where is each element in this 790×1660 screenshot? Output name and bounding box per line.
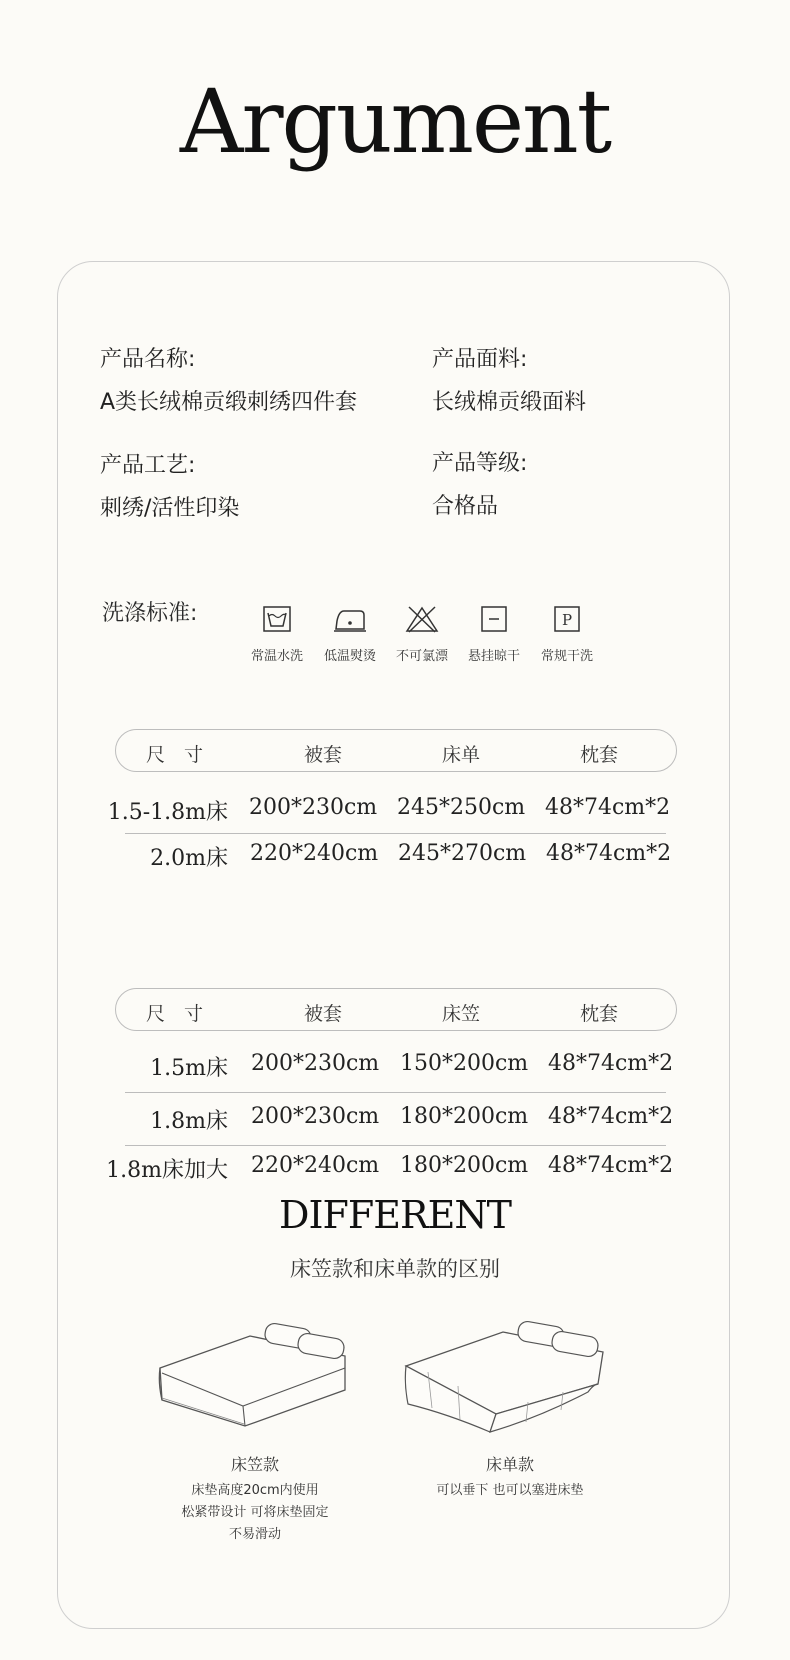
size-cell: 1.8m床 <box>150 1109 228 1134</box>
product-name-value: A类长绒棉贡缎刺绣四件套 <box>100 390 358 415</box>
pillowcase-cell: 48*74cm*2 <box>548 1104 674 1129</box>
care-caption: 常温水洗 <box>250 649 303 664</box>
care-item-hang-dry <box>454 605 534 664</box>
dry-clean-icon <box>552 605 582 633</box>
sheet-cell: 245*270cm <box>398 841 527 866</box>
table-row <box>0 1051 790 1081</box>
page-title: Argument <box>179 70 611 173</box>
different-subtitle: 床笠款和床单款的区别 <box>290 1257 500 1281</box>
pillowcase-cell: 48*74cm*2 <box>548 1153 674 1178</box>
duvet-cell: 200*230cm <box>251 1051 380 1076</box>
table-row <box>0 1153 790 1183</box>
iron-icon <box>333 605 367 633</box>
row-divider <box>125 1145 666 1146</box>
col-header-pillowcase: 枕套 <box>580 744 619 766</box>
product-name-block <box>100 342 357 416</box>
fitted-notes <box>135 1480 375 1546</box>
sheet-cell: 245*250cm <box>397 795 526 820</box>
duvet-cell: 200*230cm <box>249 795 378 820</box>
col-header-sheet: 床单 <box>442 744 481 766</box>
care-caption: 悬挂晾干 <box>467 649 520 664</box>
table-row <box>0 795 790 825</box>
fitted-caption: 床笠款 <box>230 1455 279 1474</box>
row-divider <box>125 833 666 834</box>
product-grade-value: 合格品 <box>432 494 499 519</box>
duvet-cell: 220*240cm <box>250 841 379 866</box>
wash-basin-icon <box>262 605 292 633</box>
table-row <box>0 1104 790 1134</box>
product-name-label: 产品名称: <box>100 347 196 372</box>
product-craft-value: 刺绣/活性印染 <box>100 496 240 521</box>
pillowcase-cell: 48*74cm*2 <box>546 841 672 866</box>
size-cell: 1.8m床加大 <box>106 1158 228 1183</box>
different-heading: DIFFERENT <box>279 1193 511 1237</box>
no-bleach-icon <box>405 605 439 633</box>
care-caption: 不可氯漂 <box>395 649 448 664</box>
duvet-cell: 220*240cm <box>251 1153 380 1178</box>
fitted-sheet-cell: 180*200cm <box>400 1104 529 1129</box>
pillowcase-cell: 48*74cm*2 <box>545 795 671 820</box>
row-divider <box>125 1092 666 1093</box>
col-header-duvet: 被套 <box>304 1003 343 1025</box>
dry-clean-glyph: P <box>561 611 573 629</box>
care-item-wash <box>237 605 317 664</box>
product-grade-block <box>432 446 527 520</box>
fitted-note-line: 不易滑动 <box>228 1527 281 1542</box>
size-cell: 1.5-1.8m床 <box>107 800 228 825</box>
care-label: 洗涤标准: <box>102 601 198 626</box>
size-cell: 1.5m床 <box>150 1056 228 1081</box>
product-craft-label: 产品工艺: <box>100 453 196 478</box>
fitted-note-line: 松紧带设计 可将床垫固定 <box>181 1505 329 1520</box>
col-header-size: 尺 寸 <box>146 1003 204 1025</box>
flat-note-line: 可以垂下 也可以塞进床垫 <box>436 1483 584 1498</box>
product-fabric-label: 产品面料: <box>432 347 528 372</box>
fitted-sheet-bed-illustration <box>150 1318 360 1438</box>
fitted-sheet-cell: 150*200cm <box>400 1051 529 1076</box>
fitted-sheet-cell: 180*200cm <box>400 1153 529 1178</box>
fitted-note-line: 床垫高度20cm内使用 <box>191 1483 319 1498</box>
table-row <box>0 841 790 871</box>
hang-dry-icon <box>479 605 509 633</box>
fitted-table-header <box>115 988 677 1031</box>
care-item-iron <box>310 605 390 664</box>
col-header-duvet: 被套 <box>304 744 343 766</box>
product-fabric-block <box>432 342 586 416</box>
flat-table-header <box>115 729 677 772</box>
col-header-pillowcase: 枕套 <box>580 1003 619 1025</box>
care-caption: 低温熨烫 <box>323 649 376 664</box>
product-grade-label: 产品等级: <box>432 451 528 476</box>
care-item-no-bleach <box>382 605 462 664</box>
col-header-fitted-sheet: 床笠 <box>442 1003 481 1025</box>
pillowcase-cell: 48*74cm*2 <box>548 1051 674 1076</box>
care-item-dry-clean <box>527 605 607 664</box>
product-craft-block <box>100 448 239 522</box>
size-cell: 2.0m床 <box>150 846 228 871</box>
product-fabric-value: 长绒棉贡缎面料 <box>432 390 587 415</box>
care-caption: 常规干洗 <box>540 649 593 664</box>
duvet-cell: 200*230cm <box>251 1104 380 1129</box>
flat-sheet-bed-illustration <box>398 1314 618 1444</box>
flat-caption: 床单款 <box>485 1455 534 1474</box>
flat-notes <box>390 1480 630 1502</box>
col-header-size: 尺 寸 <box>146 744 204 766</box>
